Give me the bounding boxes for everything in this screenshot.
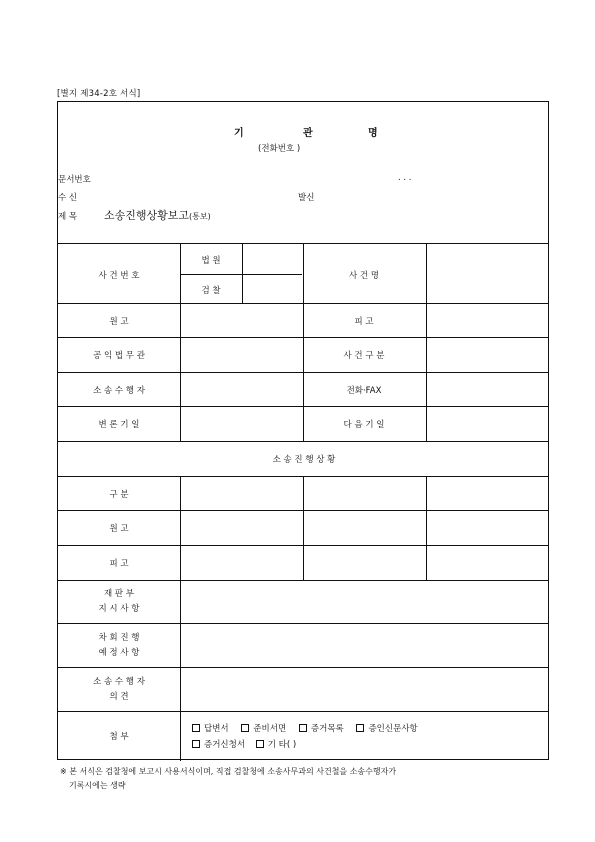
checkbox-icon[interactable]: [192, 740, 200, 748]
last-hearing-label: 변 론 기 일: [98, 420, 140, 430]
sender-label: 발신: [298, 193, 315, 203]
public-attorney-label: 공 익 법 무 관: [93, 351, 145, 361]
phone-number-line: (전화번호 ): [258, 144, 301, 154]
checkbox-icon[interactable]: [356, 724, 364, 732]
attachment-option[interactable]: 기 타( ): [256, 740, 296, 750]
category-label: 구 분: [109, 490, 129, 500]
subject-main-text: 소송진행상황보고: [104, 209, 190, 222]
progress-section-title: 소 송 진 행 상 황: [272, 455, 336, 465]
next-plan-label-2: 예 정 사 항: [98, 648, 140, 658]
next-hearing-label: 다 음 기 일: [343, 420, 385, 430]
court-label: 법 원: [201, 256, 221, 266]
date-dots: . . .: [398, 173, 412, 183]
agency-name-char-2: 관: [303, 128, 313, 139]
footnote-line-2: 기록시에는 생략: [69, 781, 126, 790]
phone-fax-label: 전화·FAX: [346, 386, 382, 396]
checkbox-icon[interactable]: [299, 724, 307, 732]
subject-suffix-text: (통보): [189, 212, 211, 221]
agency-name-char-1: 기: [234, 128, 244, 139]
row-divider: [58, 623, 548, 624]
form-number-label: [별지 제34-2호 서식]: [57, 89, 141, 99]
attachment-option[interactable]: 답변서: [192, 724, 229, 734]
progress-defendant-label: 피 고: [109, 559, 129, 569]
attachment-option[interactable]: 증인신문사항: [356, 724, 417, 734]
subject-value: [104, 207, 211, 223]
report-form: [57, 101, 549, 760]
col-divider: [180, 476, 181, 580]
case-number-label: 사 건 번 호: [98, 271, 140, 281]
document-number-label: 문서번호: [58, 175, 91, 185]
checkbox-icon[interactable]: [241, 724, 249, 732]
opinion-label-1: 소 송 수 행 자: [93, 677, 145, 687]
court-prosecution-divider: [180, 274, 302, 275]
agency-name-char-3: 명: [368, 128, 378, 139]
court-instructions-label-2: 지 시 사 항: [98, 604, 140, 614]
col-divider: [426, 243, 427, 441]
attachment-options-row-1: [192, 722, 418, 734]
subject-label: 제 목: [58, 212, 78, 222]
case-name-label: 사 건 명: [348, 271, 380, 281]
defendant-label: 피 고: [354, 317, 374, 327]
col-divider: [303, 476, 304, 580]
next-plan-label-1: 차 회 진 행: [98, 633, 140, 643]
attachment-option[interactable]: 증거신청서: [192, 740, 245, 750]
recipient-label: 수 신: [58, 193, 78, 203]
progress-plaintiff-label: 원 고: [109, 524, 129, 534]
col-divider: [426, 476, 427, 580]
row-divider: [58, 580, 548, 581]
court-instructions-label-1: 재 판 부: [103, 589, 135, 599]
footnote-line-1: ※ 본 서식은 검찰청에 보고시 사용서식이며, 직접 검찰청에 소송사무과의 사건철을 소송수행자가: [60, 767, 397, 776]
col-divider: [180, 243, 181, 441]
case-type-label: 사 건 구 분: [343, 351, 385, 361]
opinion-label-2: 의 견: [109, 692, 129, 702]
attachment-options-row-2: [192, 738, 296, 750]
plaintiff-label: 원 고: [109, 317, 129, 327]
checkbox-icon[interactable]: [256, 740, 264, 748]
checkbox-icon[interactable]: [192, 724, 200, 732]
attachments-label: 첨 부: [109, 732, 129, 742]
col-divider: [242, 243, 243, 303]
row-divider: [58, 441, 548, 442]
col-divider: [180, 580, 181, 761]
attachment-option[interactable]: 준비서면: [241, 724, 286, 734]
footnote: [60, 765, 396, 793]
row-divider: [58, 667, 548, 668]
prosecution-label: 검 찰: [201, 286, 221, 296]
row-divider: [58, 711, 548, 712]
litigator-label: 소 송 수 행 자: [93, 386, 145, 396]
attachment-option[interactable]: 증거목록: [299, 724, 344, 734]
col-divider: [303, 243, 304, 441]
